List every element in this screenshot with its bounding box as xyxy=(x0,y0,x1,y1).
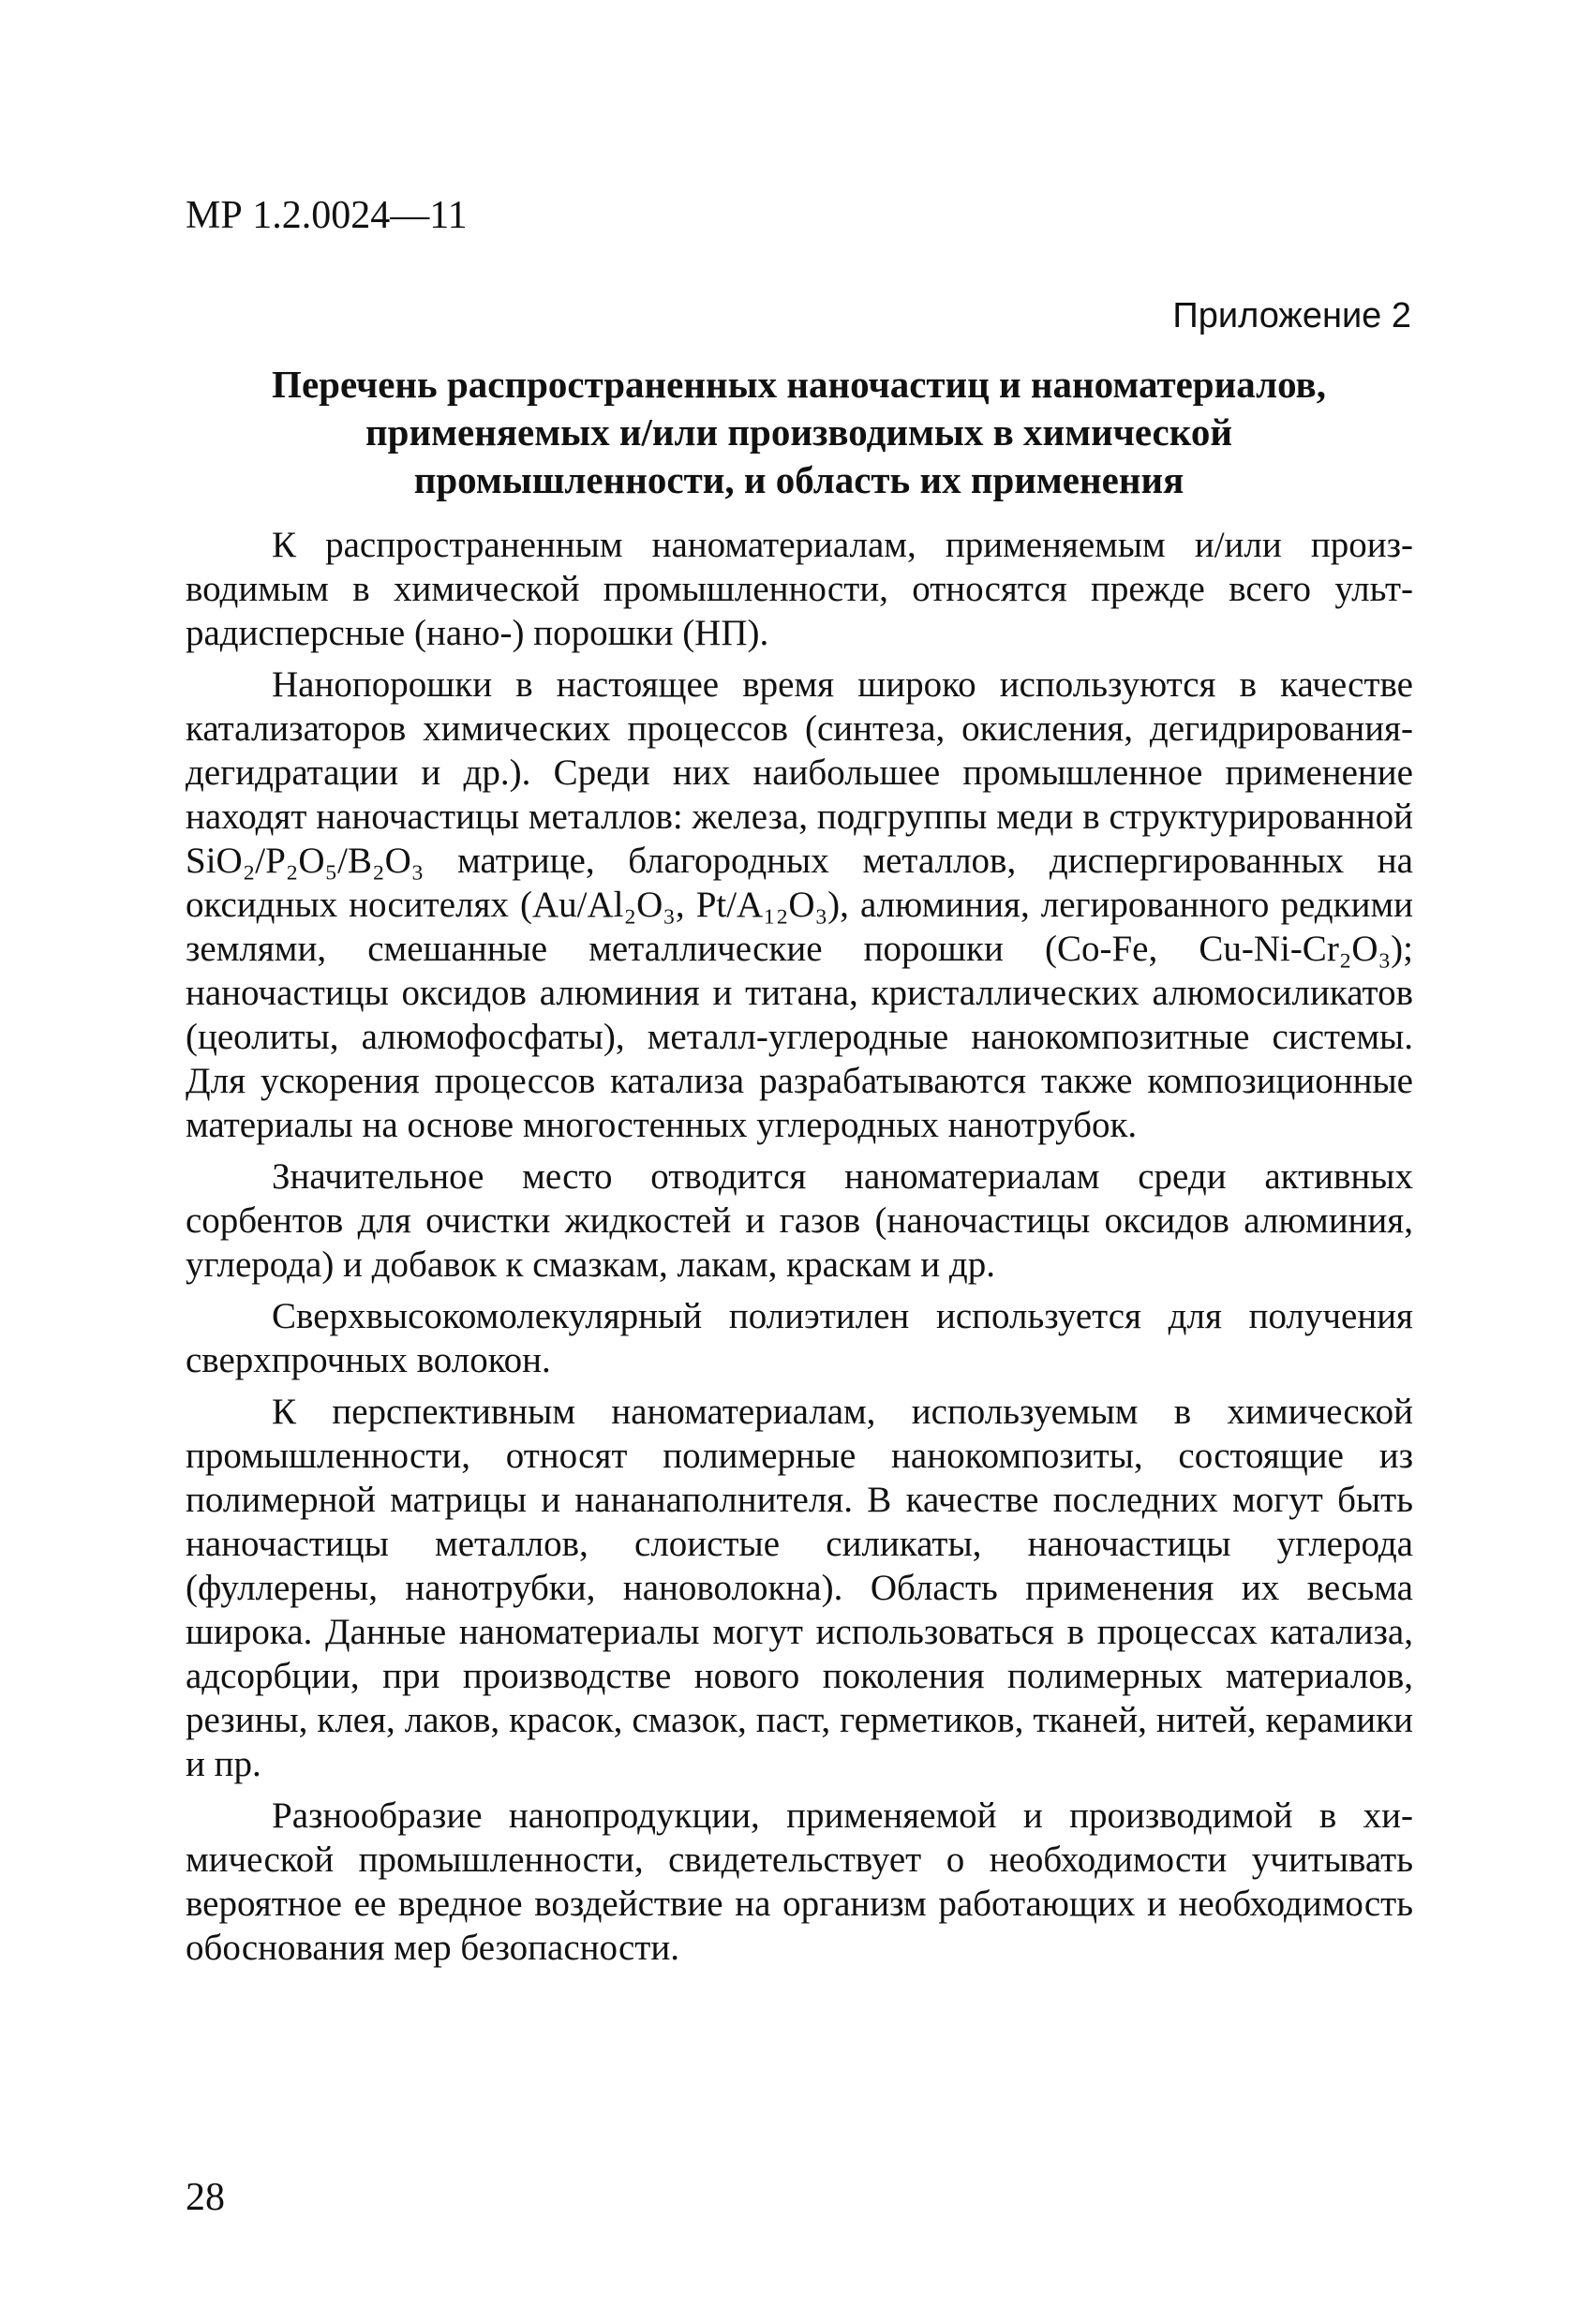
paragraph-intro: К распространенным наноматериалам, применяемым и/или производимым в химической промышленности, относятся прежде всего ультрадисперсные (нано-) порошки (НП). xyxy=(186,525,1413,653)
section-title-line-2: применяемых и/или производимых в химической xyxy=(365,410,1232,454)
section-title xyxy=(187,361,1410,504)
page-number: 28 xyxy=(186,2176,225,2219)
body-text xyxy=(186,523,1413,1977)
appendix-label: Приложение 2 xyxy=(1172,296,1411,335)
section-title-line-3: промышленности, и область их применения xyxy=(413,458,1184,501)
paragraph-safety: Разнообразие нанопродукции, применяемой и производимой в химической промышленности, свидетельствует о необходимости учитывать вероятное ее вредное воздействие на организм работающих и необходимость обоснования мер безопасности. xyxy=(186,1795,1413,1968)
paragraph-nanocomposites: К перспективным наноматериалам, используемым в химической промышленности, относят полимерные нанокомпозиты, состоящие из полимерной матрицы и нананаполнителя. В качестве последних могут быть наночастицы металлов, слоистые силикаты, наночастицы углерода (фуллерены, нанотрубки, нановолокна). Область применения их весьма широка. Данные наноматериалы могут использоваться в процессах катализа, адсорбции, при производстве нового поколения полимерных материалов, резины, клея, лаков, красок, смазок, паст, герметиков, тканей, нитей, керамики и пр. xyxy=(186,1392,1413,1784)
paragraph-nanopowders: Нанопорошки в настоящее время широко используются в качестве катализаторов химических процессов (синтеза, окисления, дегидрирования-дегидратации и др.). Среди них наибольшее промышленное применение находят наночастицы металлов: железа, подгруппы меди в структурированной SiO₂/P₂O₅/B₂O₃ матрице, благородных металлов, диспергированных на оксидных носителях (Au/Al₂O₃, Pt/A₁₂O₃), алюминия, легированного редкими землями, смешанные металлические порошки (Co-Fe, Cu-Ni-Cr₂O₃); наночастицы оксидов алюминия и титана, кристаллических алюмосиликатов (цеолиты, алюмофосфаты), металл-углеродные нанокомпозитные системы. Для ускорения процессов катализа разрабатываются также композиционные материалы на основе многостенных углеродных нанотрубок. xyxy=(186,664,1413,1145)
paragraph-sorbents: Значительное место отводится наноматериалам среди активных сорбентов для очистки жидкостей и газов (наночастицы оксидов алюминия, углерода) и добавок к смазкам, лакам, краскам и др. xyxy=(186,1156,1413,1285)
document-code: МР 1.2.0024—11 xyxy=(186,194,468,237)
paragraph-polyethylene: Сверхвысокомолекулярный полиэтилен используется для получения сверхпрочных волокон. xyxy=(186,1296,1413,1380)
section-title-line-1: Перечень распространенных наночастиц и наноматериалов, xyxy=(272,363,1326,406)
